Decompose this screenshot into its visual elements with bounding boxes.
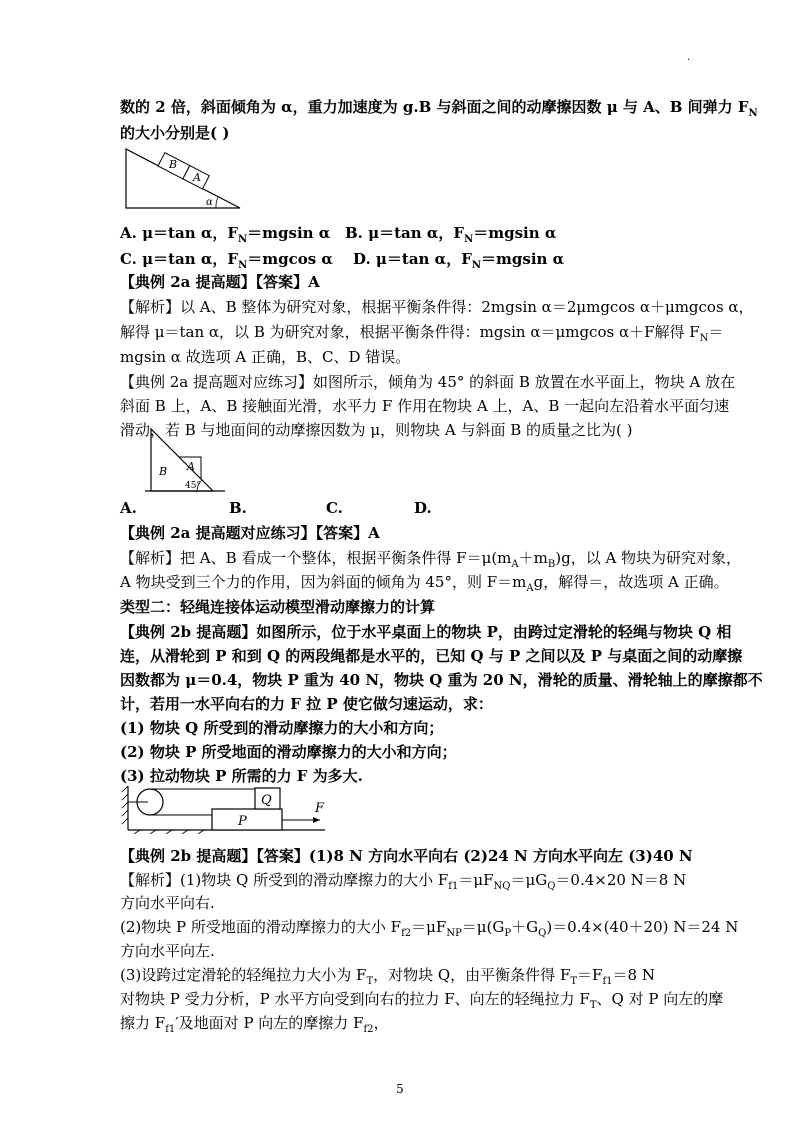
option-d: D.	[414, 499, 432, 517]
analysis-line: 方向水平向右.	[120, 894, 215, 912]
label-angle: 45°	[185, 481, 201, 491]
label-b: B	[169, 158, 178, 171]
sub-question: (1) 物块 Q 所受到的滑动摩擦力的大小和方向；	[120, 719, 444, 737]
option-a: A.	[120, 499, 137, 517]
label-angle: α	[206, 197, 213, 208]
question-line: 【典例 2a 提高题对应练习】如图所示，倾角为 45° 的斜面 B 放置在水平面上，物块 A 放在	[120, 373, 736, 391]
question-line: 因数都为 μ＝0.4，物块 P 重为 40 N，物块 Q 重为 20 N，滑轮的质量、滑轮轴上的摩擦都不	[120, 671, 763, 689]
question-line: 【典例 2b 提高题】如图所示，位于水平桌面上的物块 P，由跨过定滑轮的轻绳与物块 Q 相	[120, 623, 732, 641]
option-d: D. μ＝tan α，$F_N=mgsin$ α	[353, 250, 565, 271]
pulley-figure-3	[120, 782, 340, 834]
label-f: F	[315, 801, 325, 816]
analysis-line: 【解析】把 A、B 看成一个整体，根据平衡条件得 $F=\mu(m_A+m_B)g$，以 A 物块为研究对象，	[120, 549, 742, 570]
analysis-line: 【解析】以 A、B 整体为研究对象，根据平衡条件得：2mgsin α＝2μmgcos α＋μmgcos α，	[120, 298, 754, 316]
question-line: 斜面 B 上，A、B 接触面光滑，水平力 F 作用在物块 A 上，A、B 一起向左沿着水平面匀速	[120, 397, 730, 415]
option-b: B.	[229, 499, 247, 517]
analysis-line: 【解析】(1)物块 Q 所受到的滑动摩擦力的大小 $F_{f1}=\mu F_{NQ}=\mu G_Q=0.4\times 20$ N＝8 N	[120, 871, 687, 892]
question-line: 滑动，若 B 与地面间的动摩擦因数为 μ，则物块 A 与斜面 B 的质量之比为( )	[120, 421, 633, 439]
page-number: 5	[396, 1082, 404, 1096]
question-line: 计，若用一水平向右的力 F 拉 P 使它做匀速运动，求：	[120, 695, 493, 713]
sub-question: (3) 拉动物块 P 所需的力 F 为多大.	[120, 767, 363, 785]
answer-line: 【典例 2a 提高题】【答案】A	[120, 273, 320, 291]
option-c: C.	[326, 499, 343, 517]
text-line: 的大小分别是( )	[120, 124, 230, 142]
label-a: A	[187, 460, 195, 473]
section-heading: 类型二：轻绳连接体运动模型滑动摩擦力的计算	[120, 598, 436, 616]
label-p: P	[238, 814, 247, 829]
answer-line: 【典例 2b 提高题】【答案】(1)8 N 方向水平向右 (2)24 N 方向水平向左 (3)40 N	[120, 847, 693, 865]
option-a: A. μ＝tan α，$F_N=mgsin$ α	[120, 224, 331, 245]
analysis-line: (2)物块 P 所受地面的滑动摩擦力的大小 $F_{f2}=\mu F_{NP}=\mu(G_P+G_Q)=0.4\times(40+20)$ N＝24 N	[120, 918, 739, 939]
analysis-line: (3)设跨过定滑轮的轻绳拉力大小为 $F_T$，对物块 Q，由平衡条件得 $F_T=F_{f1}=8$ N	[120, 966, 655, 987]
option-b: B. μ＝tan α，$F_N=mgsin$ α	[345, 224, 557, 245]
label-a: A	[193, 171, 201, 184]
analysis-line: 擦力 $F_{f1}'$及地面对 P 向左的摩擦力 $F_{f2}$，	[120, 1014, 389, 1035]
question-line: 连，从滑轮到 P 和到 Q 的两段绳都是水平的，已知 Q 与 P 之间以及 P 与桌面之间的动摩擦	[120, 647, 743, 665]
wedge-figure-2	[145, 425, 227, 495]
analysis-line: 方向水平向左.	[120, 942, 215, 960]
analysis-line: 解得 μ＝tan α，以 B 为研究对象，根据平衡条件得：mgsin α＝μmgcos α＋F解得 $F_N=$	[120, 323, 724, 344]
text-line: 数的 2 倍，斜面倾角为 α，重力加速度为 g.B 与斜面之间的动摩擦因数 μ 与 A、B 间弹力 $F_N$	[120, 98, 758, 119]
analysis-line: 对物块 P 受力分析，P 水平方向受到向右的拉力 F、向左的轻绳拉力 $F_T$、Q 对 P 向左的摩	[120, 990, 724, 1011]
block-p	[212, 809, 282, 830]
label-b: B	[159, 465, 168, 478]
corner-mark: ·	[687, 55, 691, 66]
sub-question: (2) 物块 P 所受地面的滑动摩擦力的大小和方向；	[120, 743, 457, 761]
incline-figure-1	[120, 146, 245, 212]
label-q: Q	[261, 793, 272, 808]
answer-line: 【典例 2a 提高题对应练习】【答案】A	[120, 524, 380, 542]
angle-arc	[216, 197, 218, 208]
option-c: C. μ＝tan α，$F_N=mgcos$ α	[120, 250, 333, 271]
analysis-line: A 物块受到三个力的作用，因为斜面的倾角为 45°，则 $F=m_Ag$，解得＝，故选项 A 正确。	[120, 573, 729, 594]
analysis-line: mgsin α 故选项 A 正确，B、C、D 错误。	[120, 348, 411, 366]
